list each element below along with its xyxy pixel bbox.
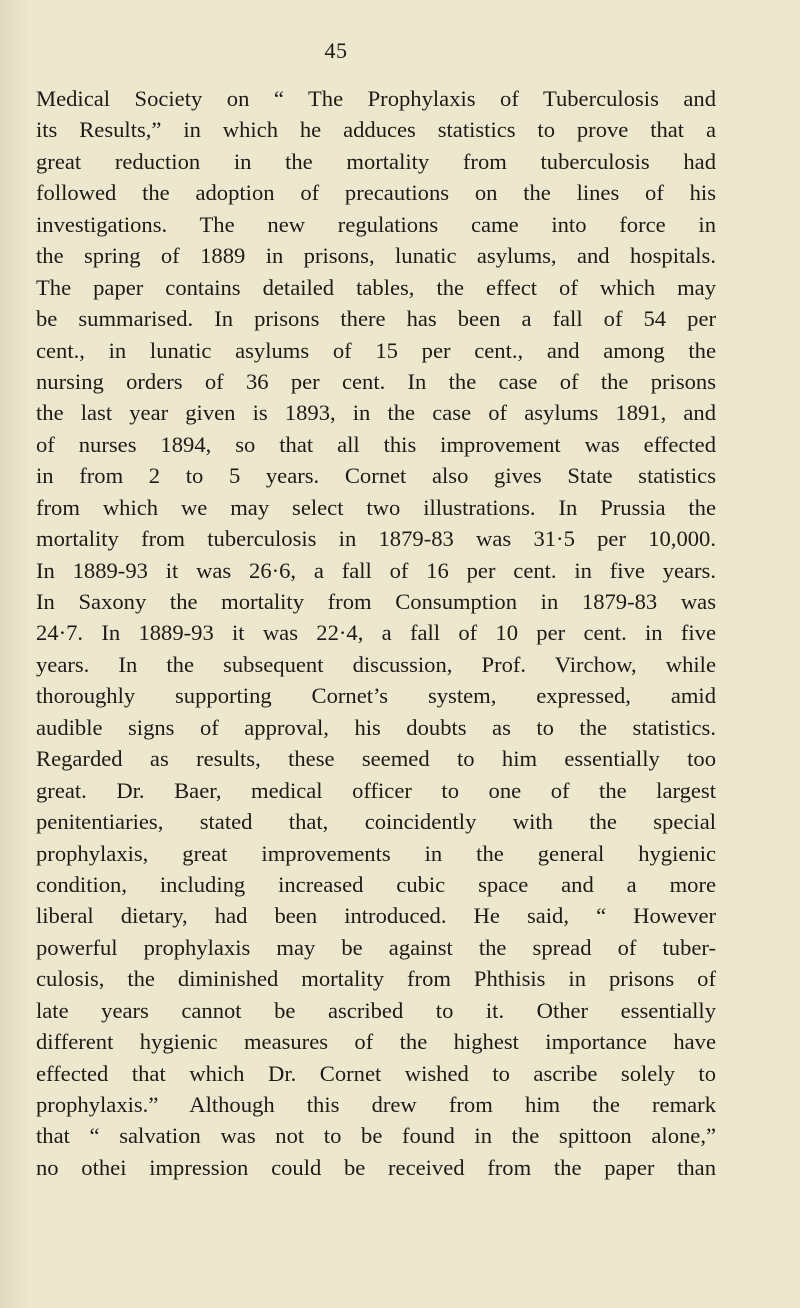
text-line: no othei impression could be received from the paper than	[36, 1154, 716, 1180]
text-line: that “ salvation was not to be found in the spittoon alone,”	[36, 1123, 716, 1149]
text-line: cent., in lunatic asylums of 15 per cent., and among the	[36, 337, 716, 363]
text-line: culosis, the diminished mortality from Phthisis in prisons of	[36, 966, 716, 992]
text-line: of nurses 1894, so that all this improvement was effected	[36, 431, 716, 457]
text-line: nursing orders of 36 per cent. In the case of the prisons	[36, 368, 716, 394]
text-line: powerful prophylaxis may be against the spread of tuber-	[36, 934, 716, 960]
text-line: its Results,” in which he adduces statistics to prove that a	[36, 117, 716, 143]
text-line: the last year given is 1893, in the case of asylums 1891, and	[36, 400, 716, 426]
body-text	[36, 83, 716, 1183]
page-number: 45	[324, 38, 348, 63]
text-line: followed the adoption of precautions on the lines of his	[36, 180, 716, 206]
text-line: thoroughly supporting Cornet’s system, expressed, amid	[36, 683, 716, 709]
text-line: mortality from tuberculosis in 1879-83 was 31·5 per 10,000.	[36, 526, 716, 552]
text-line: effected that which Dr. Cornet wished to ascribe solely to	[36, 1060, 716, 1086]
text-line: penitentiaries, stated that, coincidently with the special	[36, 809, 716, 835]
text-line: years. In the subsequent discussion, Prof. Virchow, while	[36, 651, 716, 677]
text-line: late years cannot be ascribed to it. Other essentially	[36, 997, 716, 1023]
text-line: great. Dr. Baer, medical officer to one of the largest	[36, 777, 716, 803]
text-line: the spring of 1889 in prisons, lunatic asylums, and hospitals.	[36, 243, 716, 269]
text-line: from which we may select two illustrations. In Prussia the	[36, 494, 716, 520]
text-line: prophylaxis.” Although this drew from him the remark	[36, 1092, 716, 1117]
text-line: In 1889-93 it was 26·6, a fall of 16 per cent. in five years.	[36, 557, 716, 583]
text-line: audible signs of approval, his doubts as to the statistics.	[36, 714, 716, 740]
text-line: In Saxony the mortality from Consumption in 1879-83 was	[36, 589, 716, 614]
text-line: great reduction in the mortality from tuberculosis had	[36, 148, 716, 174]
text-line: prophylaxis, great improvements in the general hygienic	[36, 840, 716, 866]
text-line: be summarised. In prisons there has been a fall of 54 per	[36, 306, 716, 332]
text-line: Regarded as results, these seemed to him essentially too	[36, 746, 716, 772]
text-line: condition, including increased cubic space and a more	[36, 871, 716, 897]
text-line: 24·7. In 1889-93 it was 22·4, a fall of 10 per cent. in five	[36, 620, 716, 646]
text-line: Medical Society on “ The Prophylaxis of Tuberculosis and	[36, 86, 716, 111]
text-line: in from 2 to 5 years. Cornet also gives State statistics	[36, 463, 716, 489]
text-line: different hygienic measures of the highest importance have	[36, 1029, 716, 1055]
text-line: liberal dietary, had been introduced. He said, “ However	[36, 903, 716, 929]
text-line: The paper contains detailed tables, the effect of which may	[36, 274, 716, 300]
text-line: investigations. The new regulations came into force in	[36, 211, 716, 237]
